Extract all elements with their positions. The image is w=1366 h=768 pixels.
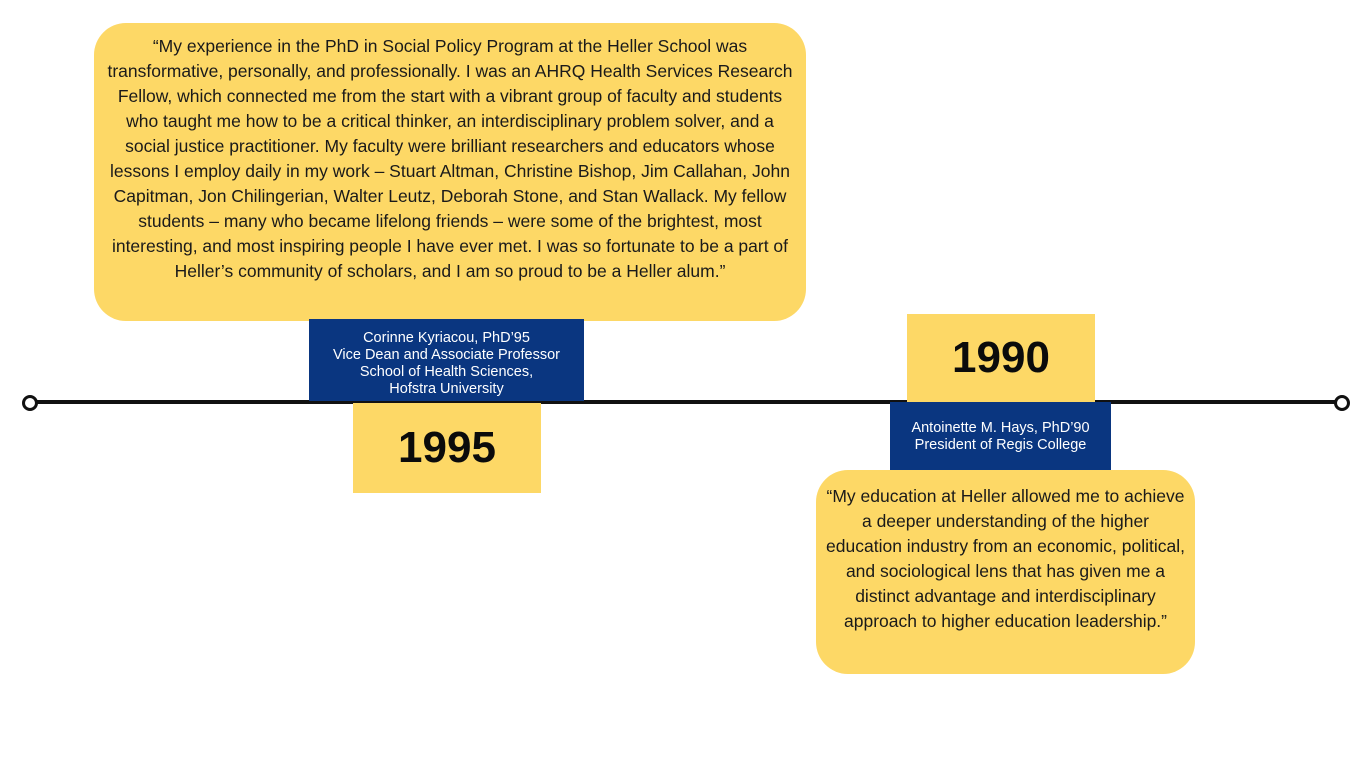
caption-1990 xyxy=(890,402,1111,470)
timeline-axis xyxy=(30,400,1342,404)
timeline-start-marker xyxy=(22,395,38,411)
timeline-end-marker xyxy=(1334,395,1350,411)
year-text-1990: 1990 xyxy=(952,333,1050,382)
quote-text-1990: “My education at Heller allowed me to achieve a deeper understanding of the higher education industry from an economic, political, and sociological lens that has given me a distinct advantage and interdisciplinary approach to higher education leadership.” xyxy=(826,486,1185,631)
quote-bubble-1990 xyxy=(816,470,1195,674)
alum-title-line: President of Regis College xyxy=(914,437,1087,453)
quote-bubble-1995 xyxy=(94,23,806,321)
year-text-1995: 1995 xyxy=(398,423,496,472)
alum-name-1990: Antoinette M. Hays, PhD’90 xyxy=(911,420,1090,436)
alum-title-line: Vice Dean and Associate Professor xyxy=(332,347,561,363)
alum-name-1995: Corinne Kyriacou, PhD’95 xyxy=(363,330,530,346)
caption-1995 xyxy=(309,319,584,401)
alum-title-line: School of Health Sciences, xyxy=(359,364,534,380)
quote-text-1995: “My experience in the PhD in Social Policy Program at the Heller School was transformative, personally, and professionally. I was an AHRQ Health Services Research Fellow, which connected me from the start with a vibrant group of faculty and students who taught me how to be a critical thinker, an interdisciplinary problem solver, and a social justice practitioner. My faculty were brilliant researchers and educators whose lessons I employ daily in my work – Stuart Altman, Christine Bishop, Jim Callahan, John Capitman, Jon Chilingerian, Walter Leutz, Deborah Stone, and Stan Wallack. My fellow students – many who became lifelong friends – were some of the brightest, most interesting, and most inspiring people I have ever met. I was so fortunate to be a part of Heller’s community of scholars, and I am so proud to be a Heller alum.” xyxy=(107,36,793,281)
year-label-1995 xyxy=(353,403,541,493)
alum-title-line: Hofstra University xyxy=(389,381,504,397)
year-label-1990 xyxy=(907,314,1095,402)
